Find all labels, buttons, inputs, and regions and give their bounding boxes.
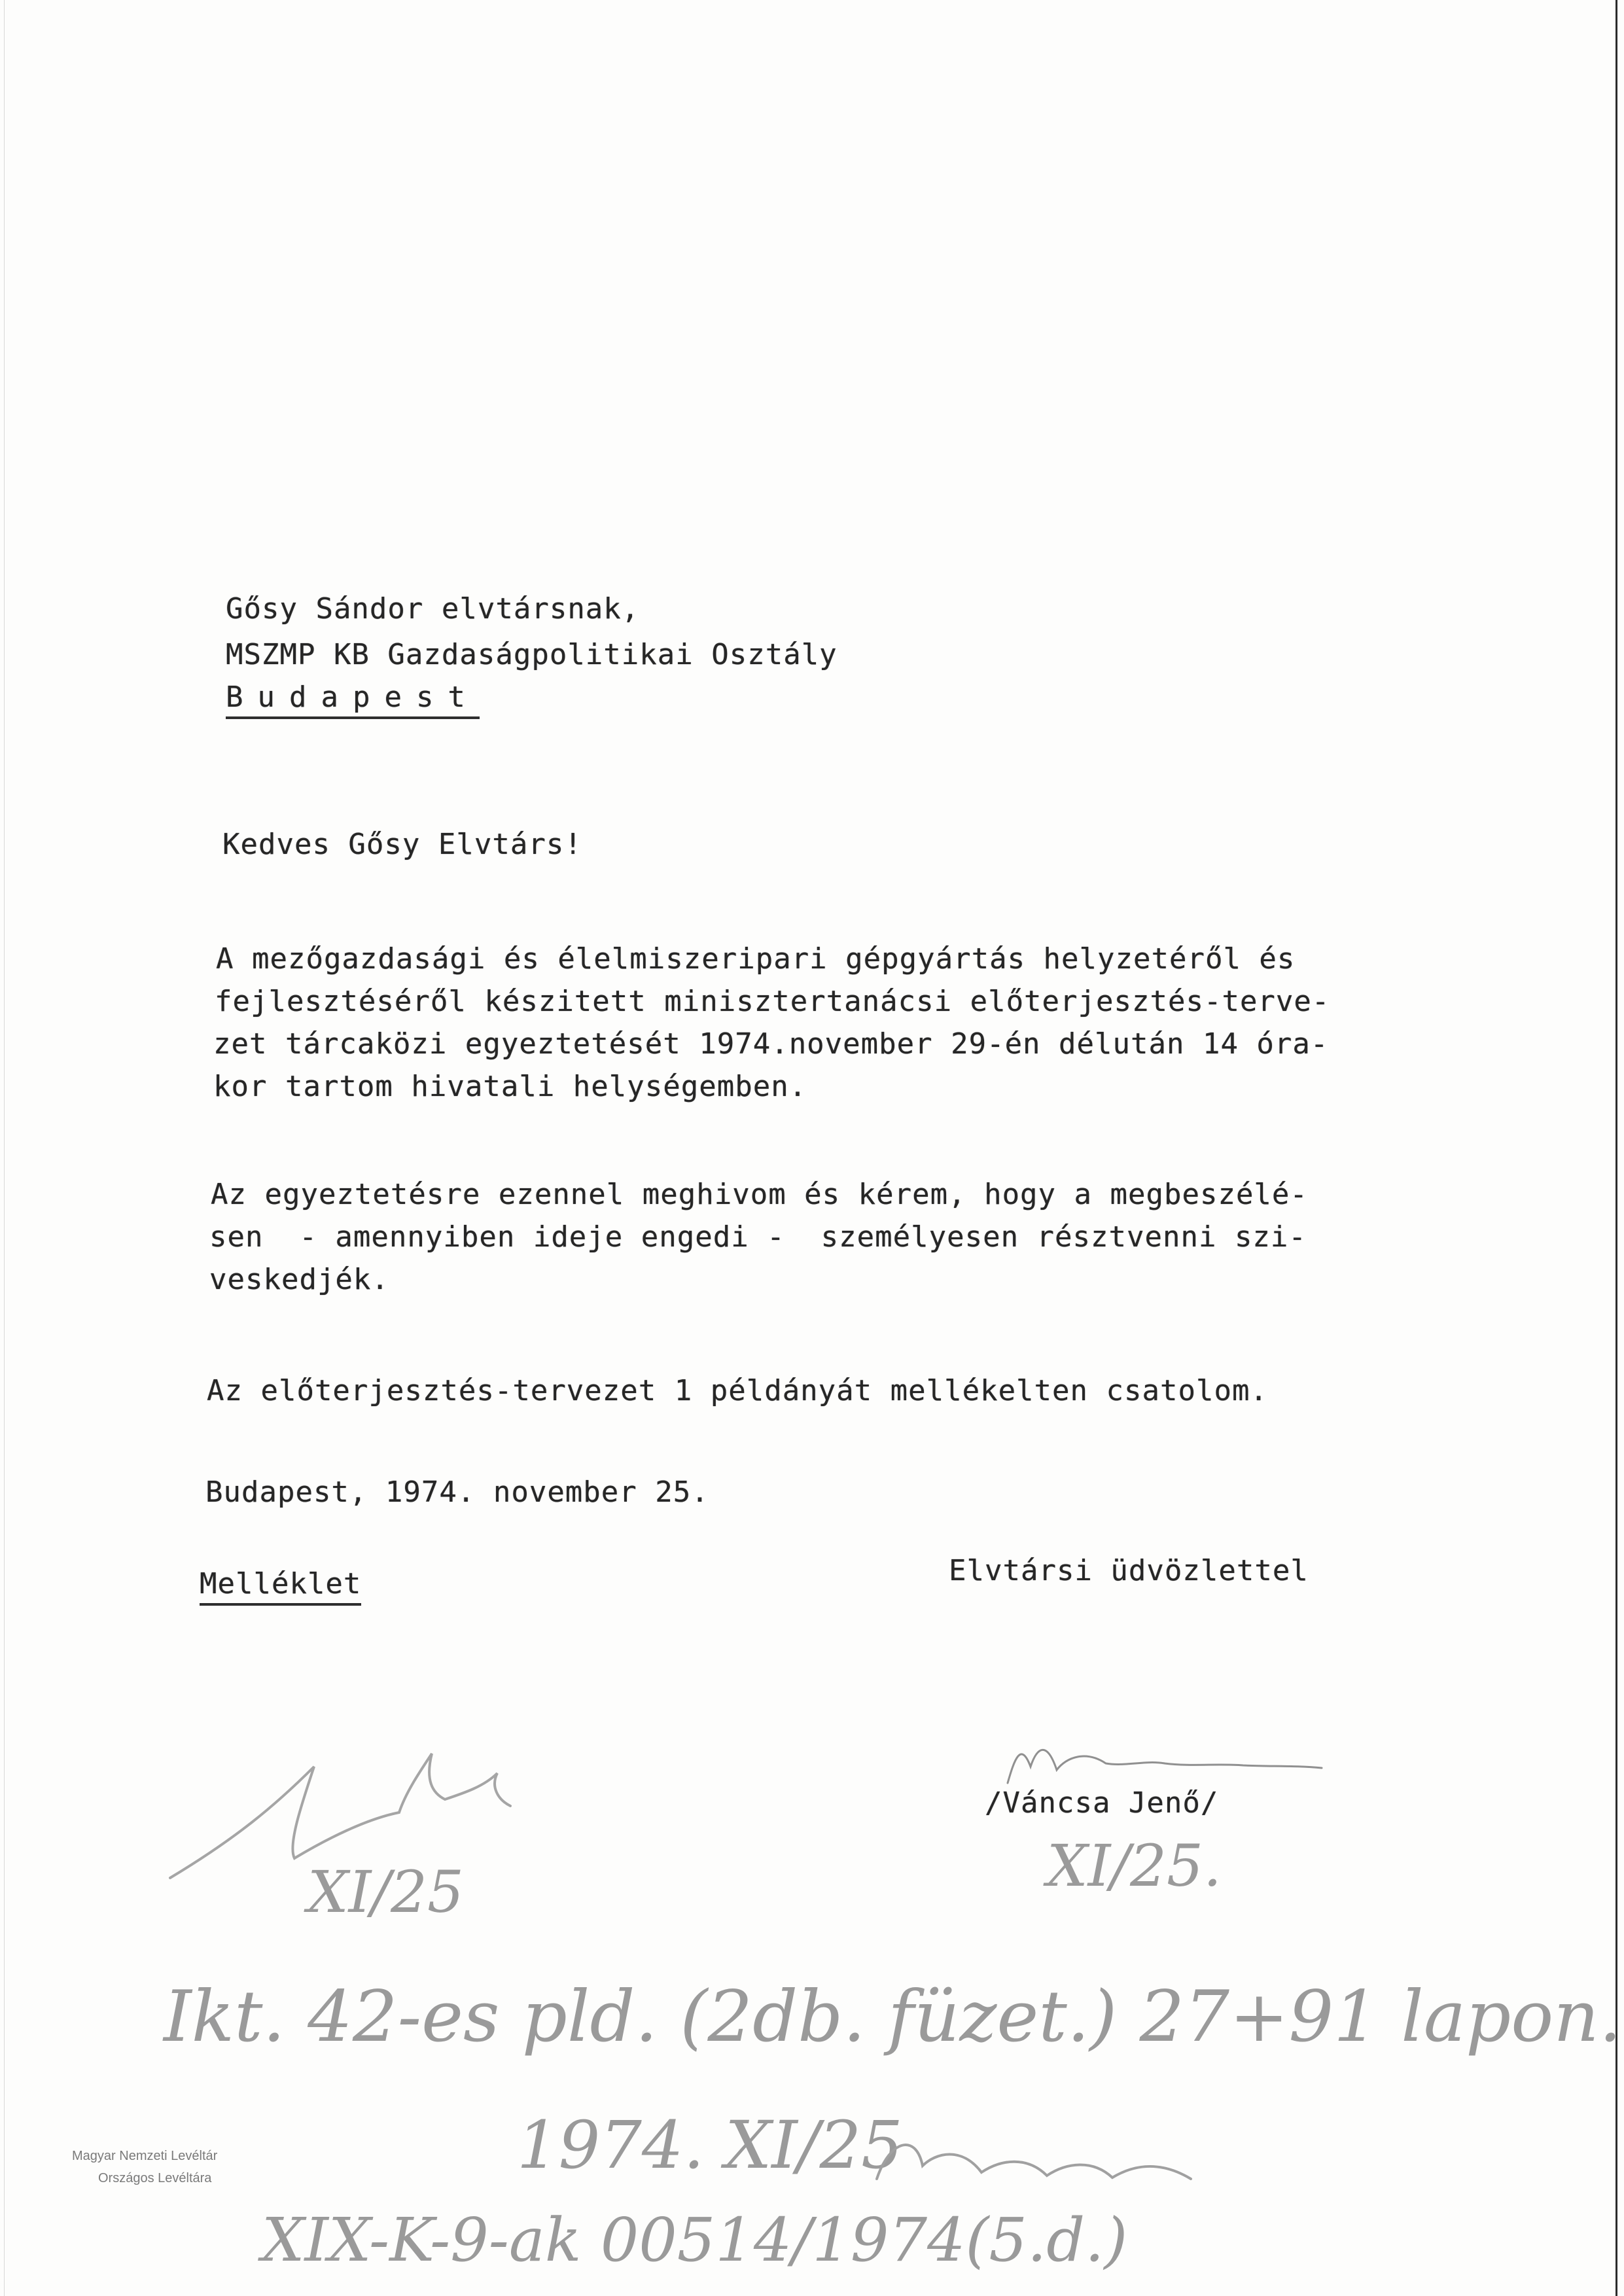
signatory: /Váncsa Jenő/ bbox=[985, 1786, 1219, 1820]
handwritten-right-date: XI/25. bbox=[1047, 1832, 1222, 1899]
archive-stamp-line-1: Magyar Nemzeti Levéltár bbox=[72, 2149, 218, 2163]
address-line-3: Budapest bbox=[226, 680, 480, 719]
paragraph-2-line-1: Az egyeztetésre ezennel meghivom és kérem, hogy a megbeszélé- bbox=[211, 1178, 1308, 1211]
paragraph-2-line-3: veskedjék. bbox=[209, 1263, 389, 1296]
paragraph-1-line-2: fejlesztéséről készitett minisztertanácsi előterjesztés-terve- bbox=[215, 985, 1330, 1018]
archive-stamp-line-2: Országos Levéltára bbox=[98, 2171, 212, 2185]
address-line-2: MSZMP KB Gazdaságpolitikai Osztály bbox=[226, 638, 838, 671]
handwritten-reference: XIX-K-9-ak 00514/1974(5.d.) bbox=[262, 2205, 1128, 2275]
salutation: Kedves Gősy Elvtárs! bbox=[222, 828, 582, 861]
closing: Elvtársi üdvözlettel bbox=[949, 1554, 1309, 1587]
paragraph-1-line-1: A mezőgazdasági és élelmiszeripari gépgyártás helyzetéről és bbox=[216, 942, 1296, 976]
handwritten-registry-line-2: 1974. XI/25 bbox=[517, 2107, 903, 2183]
paragraph-2-line-2: sen - amennyiben ideje engedi - személyesen résztvenni szi- bbox=[209, 1220, 1307, 1254]
page-right-edge bbox=[1615, 0, 1617, 2296]
paragraph-1-line-3: zet tárcaközi egyeztetését 1974.november 29-én délután 14 óra- bbox=[213, 1027, 1329, 1061]
handwritten-registry-line-1: Ikt. 42-es pld. (2db. füzet.) 27+91 lapon. bbox=[164, 1976, 1622, 2058]
handwritten-left-date: XI/25 bbox=[308, 1858, 465, 1926]
registry-signature-scribble bbox=[864, 2120, 1204, 2199]
attachment-label: Melléklet bbox=[200, 1567, 361, 1606]
paragraph-1-line-4: kor tartom hivatali helységemben. bbox=[213, 1070, 807, 1103]
page-left-edge bbox=[4, 0, 5, 2296]
address-line-1: Gősy Sándor elvtársnak, bbox=[226, 592, 640, 626]
paragraph-3: Az előterjesztés-tervezet 1 példányát mellékelten csatolom. bbox=[207, 1374, 1268, 1407]
date-line: Budapest, 1974. november 25. bbox=[205, 1475, 709, 1509]
